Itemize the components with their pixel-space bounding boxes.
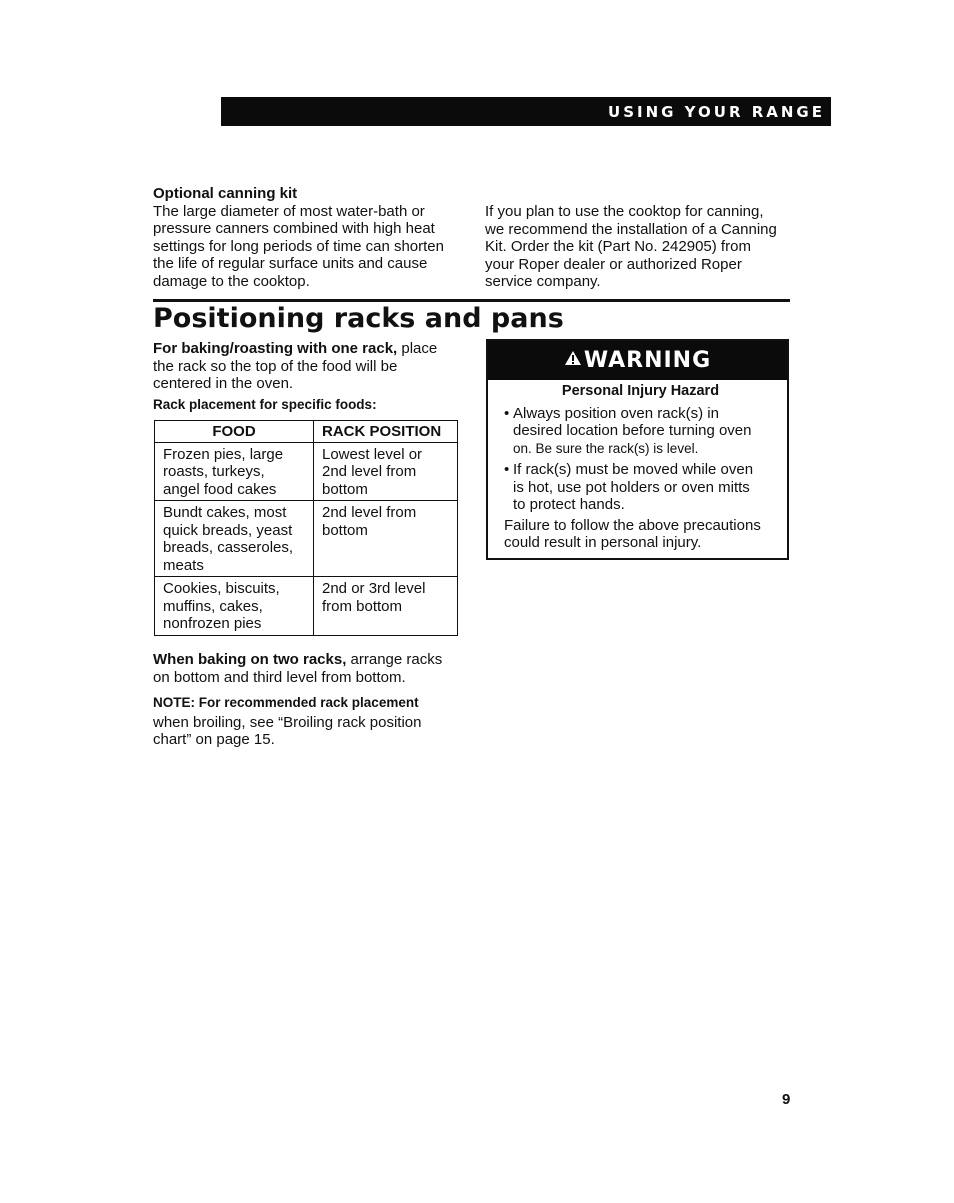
two-racks-lead (153, 651, 473, 669)
cell-line: 2nd level from (322, 504, 417, 521)
page-number: 9 (782, 1091, 791, 1108)
table-cell-food (155, 442, 314, 501)
section-header-title: USING YOUR RANGE (608, 102, 825, 121)
warning-hazard: Personal Injury Hazard (561, 383, 720, 399)
section-divider (153, 299, 790, 302)
two-racks-lead-bold: When baking on two racks, (153, 651, 347, 668)
cell-line: 2nd level from (322, 463, 417, 480)
cell-line: Frozen pies, large (163, 445, 284, 463)
canning-right-line: Kit. Order the kit (Part No. 242905) from (485, 238, 751, 255)
baking-lead-bold: For baking/roasting with one rack, (153, 340, 398, 357)
note-line: when broiling, see “Broiling rack position (153, 713, 422, 731)
warning-footer (504, 517, 777, 552)
baking-paragraph (153, 340, 463, 393)
note-text: For recommended rack placement (195, 695, 419, 710)
section-title: Positioning racks and pans (153, 303, 564, 334)
two-racks-lead-rest: arrange racks (346, 651, 443, 668)
warning-bullet (504, 461, 777, 514)
warning-bullet (504, 405, 777, 458)
canning-left-line: damage to the cooktop. (153, 272, 310, 290)
table-cell-food (155, 577, 314, 636)
bullet-line: desired location before turning oven (513, 422, 752, 439)
note-line: chart” on page 15. (153, 731, 275, 748)
bullet-line: If rack(s) must be moved while oven (513, 461, 754, 478)
cell-line: muffins, cakes, (163, 597, 263, 615)
cell-line: breads, casseroles, (163, 539, 294, 556)
rack-placement-table (154, 420, 458, 636)
section-header-bar (221, 97, 831, 126)
table-cell-position (314, 577, 458, 636)
warning-body (488, 380, 787, 552)
bullet-icon: • (504, 404, 510, 422)
table-row (155, 442, 458, 501)
canning-left-line: pressure canners combined with high heat (153, 220, 435, 237)
canning-right-line: If you plan to use the cooktop for canning, (485, 203, 764, 220)
note-label: NOTE: (153, 695, 195, 710)
table-row (155, 577, 458, 636)
cell-line: quick breads, yeast (163, 521, 293, 539)
bullet-icon: • (504, 461, 510, 478)
canning-right-line: your Roper dealer or authorized Roper (485, 255, 742, 273)
cell-line: Lowest level or (322, 445, 423, 463)
warning-box (486, 339, 789, 560)
note-lead (153, 694, 473, 712)
cell-line: meats (163, 556, 204, 574)
cell-line: from bottom (322, 597, 403, 615)
cell-line: angel food cakes (163, 480, 277, 498)
warning-title: WARNING (583, 348, 712, 373)
bullet-line: Always position oven rack(s) in (513, 404, 719, 422)
cell-line: nonfrozen pies (163, 615, 262, 632)
canning-left-line: The large diameter of most water-bath or (153, 202, 425, 220)
canning-left-line: settings for long periods of time can shorten (153, 237, 444, 255)
cell-line: Bundt cakes, most (163, 504, 287, 521)
cell-line: Cookies, biscuits, (163, 580, 280, 597)
note-paragraph (153, 694, 473, 749)
table-header-position: RACK POSITION (314, 421, 458, 443)
warning-footer-line: could result in personal injury. (504, 534, 702, 551)
table-header-food: FOOD (155, 421, 314, 443)
canning-left-column (153, 185, 473, 290)
baking-lead (153, 340, 463, 358)
table-cell-position (314, 501, 458, 577)
table-cell-position (314, 442, 458, 501)
canning-left-line: the life of regular surface units and cause (153, 255, 428, 272)
table-row (155, 501, 458, 577)
rack-placement-heading: Rack placement for specific foods: (153, 397, 377, 412)
warning-header (488, 341, 787, 380)
warning-footer-line: Failure to follow the above precautions (504, 516, 761, 534)
warning-triangle-icon (564, 350, 582, 370)
baking-line: the rack so the top of the food will be (153, 357, 398, 375)
table-header-row (155, 421, 458, 443)
cell-line: 2nd or 3rd level (322, 580, 426, 597)
canning-heading: Optional canning kit (153, 185, 298, 202)
two-racks-line: on bottom and third level from bottom. (153, 668, 406, 686)
canning-right-line: service company. (485, 273, 601, 290)
baking-line: centered in the oven. (153, 375, 294, 392)
table-cell-food (155, 501, 314, 577)
bullet-line: to protect hands. (513, 496, 625, 513)
baking-lead-rest: place (397, 340, 438, 357)
cell-line: bottom (322, 480, 368, 498)
cell-line: roasts, turkeys, (163, 463, 265, 480)
two-racks-paragraph (153, 651, 473, 686)
canning-right-column (485, 203, 795, 291)
canning-right-line: we recommend the installation of a Canning (485, 220, 777, 238)
cell-line: bottom (322, 521, 368, 539)
bullet-line: is hot, use pot holders or oven mitts (513, 478, 750, 496)
bullet-line: on. Be sure the rack(s) is level. (513, 440, 699, 456)
